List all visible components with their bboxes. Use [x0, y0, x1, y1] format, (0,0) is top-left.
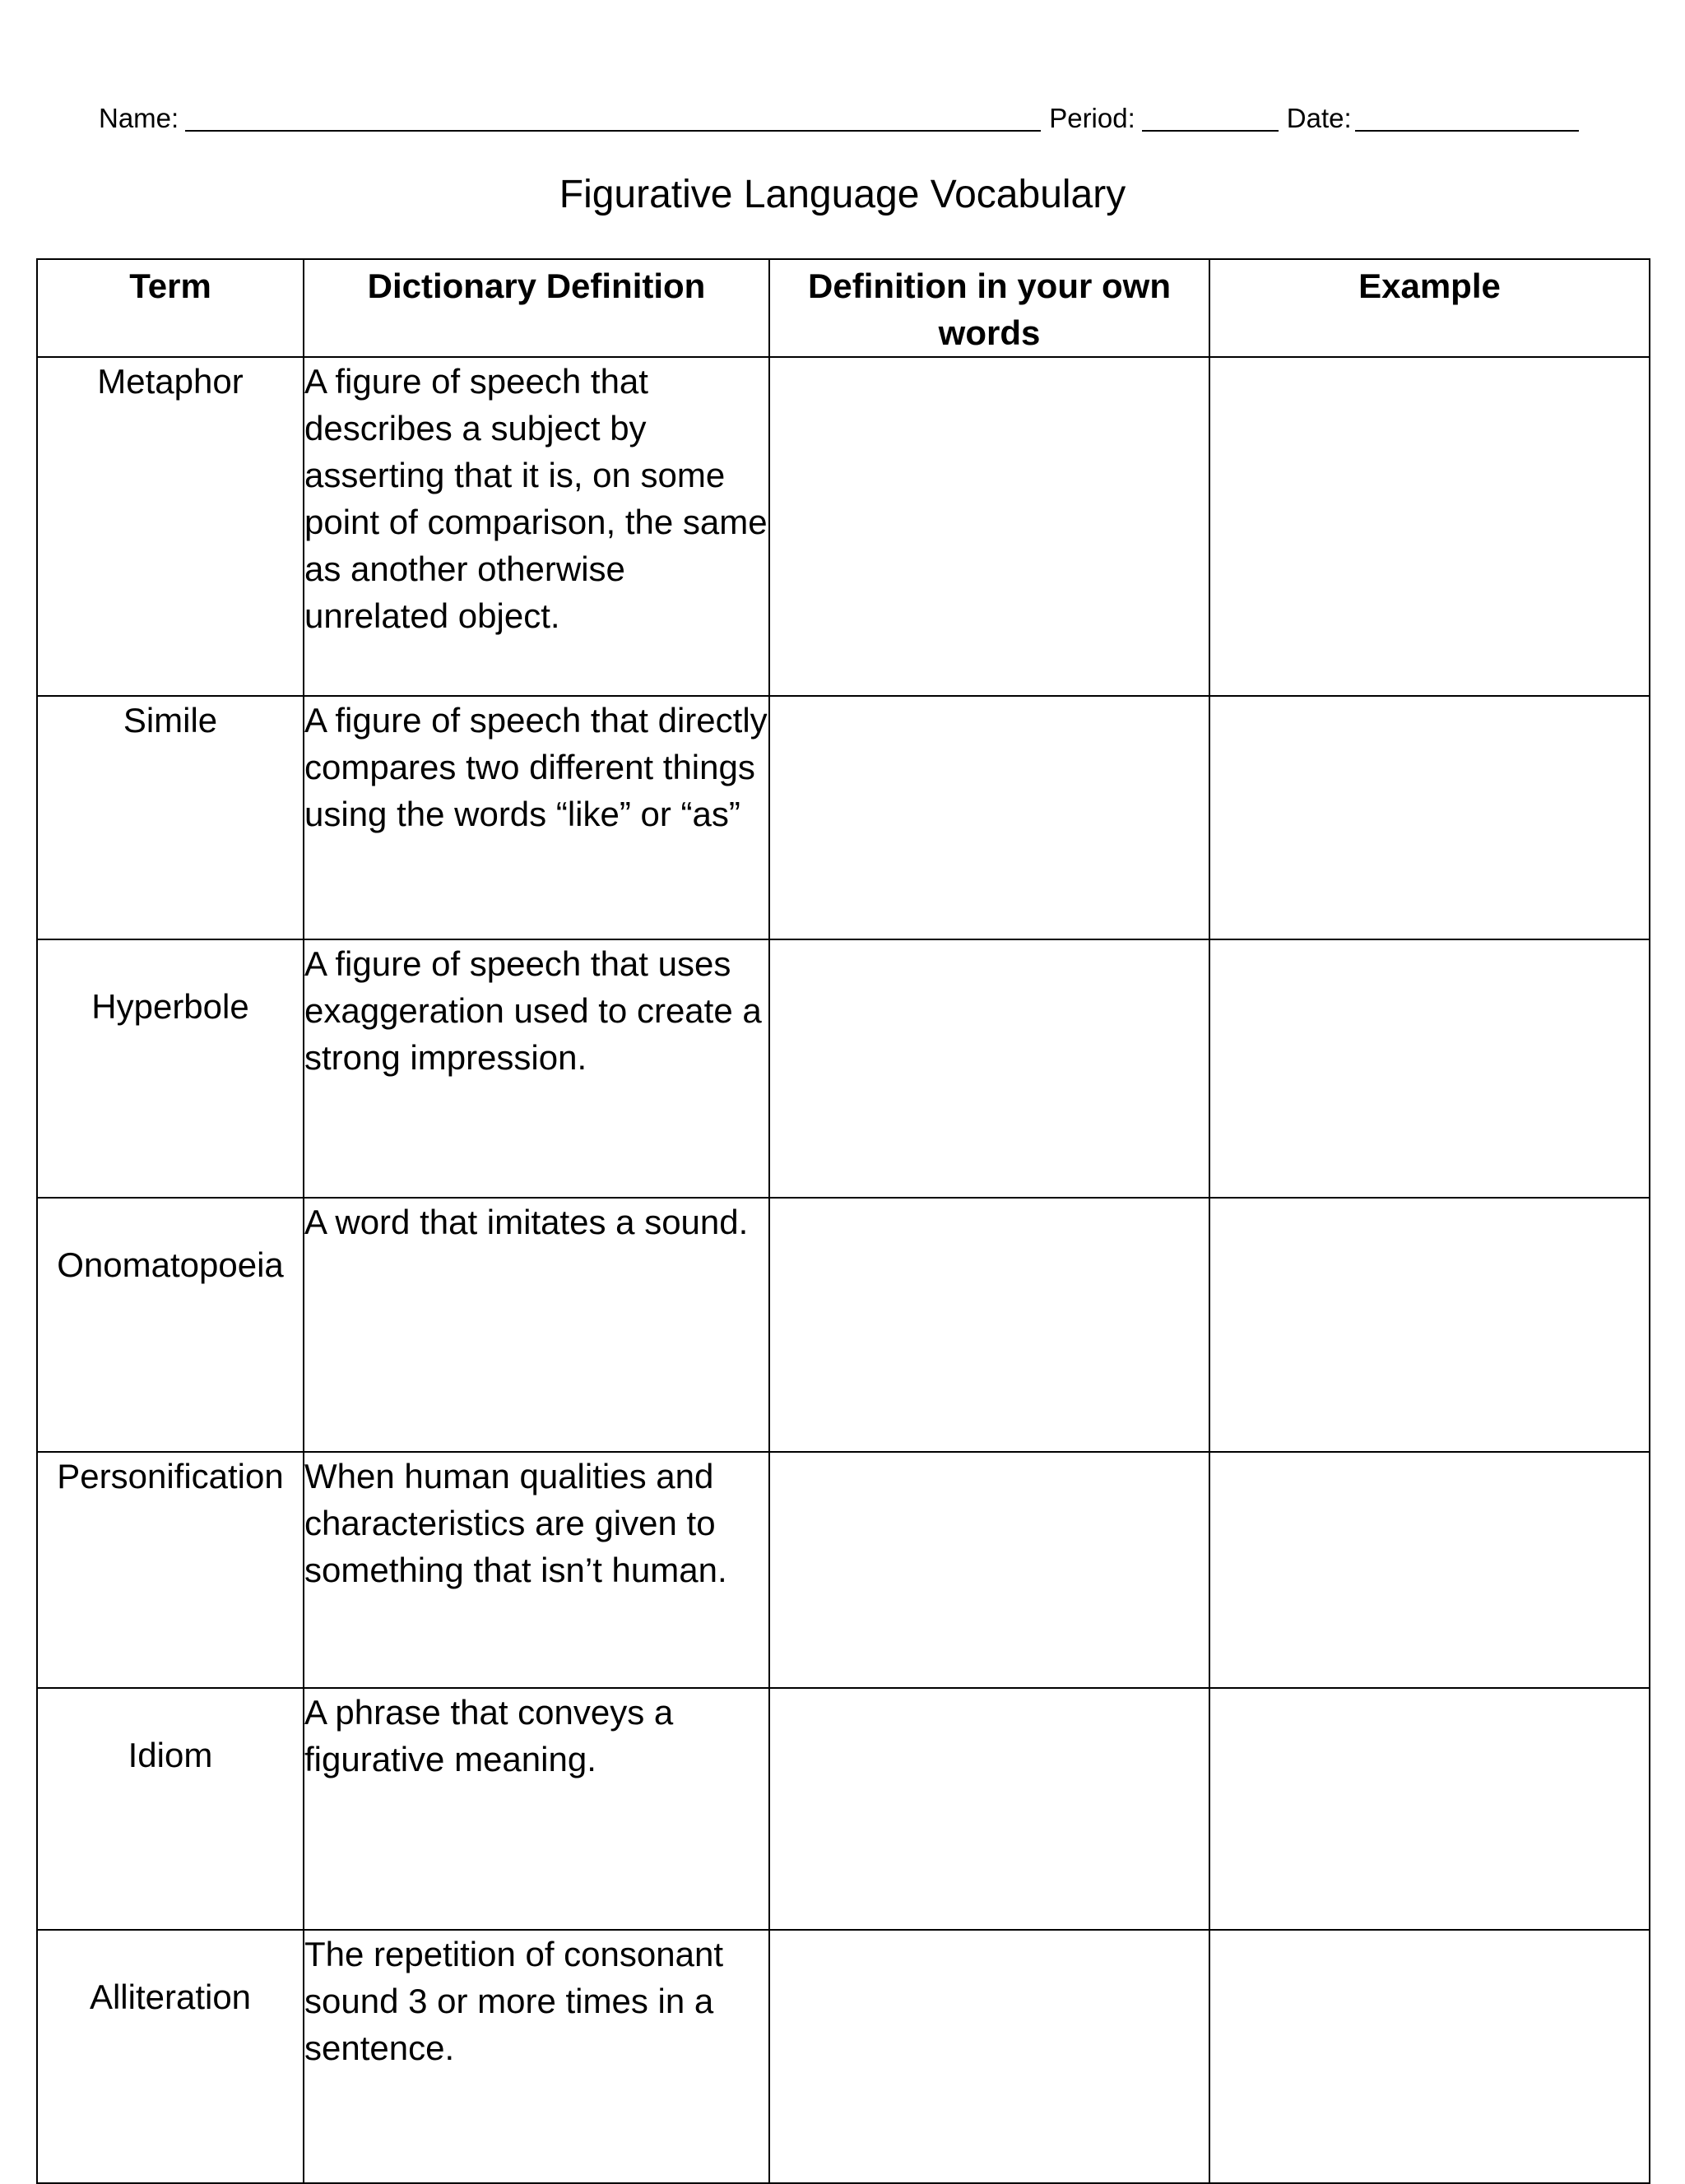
page-title: Figurative Language Vocabulary [559, 173, 1126, 216]
period-label: Period: [1049, 103, 1135, 133]
student-info-line [99, 100, 1588, 137]
own-words-cell[interactable] [769, 1688, 1209, 1930]
own-words-cell[interactable] [769, 1198, 1209, 1452]
own-words-cell[interactable] [769, 1930, 1209, 2183]
date-label: Date: [1286, 103, 1352, 133]
term-cell: Simile [37, 696, 304, 939]
example-cell[interactable] [1209, 696, 1650, 939]
column-header-dictionary-definition: Dictionary Definition [304, 259, 769, 357]
term-cell: Onomatopoeia [37, 1198, 304, 1452]
term-cell: Metaphor [37, 357, 304, 696]
example-cell[interactable] [1209, 1688, 1650, 1930]
column-header-example: Example [1209, 259, 1650, 357]
definition-cell: The repetition of consonant sound 3 or more times in a sentence. [304, 1930, 769, 2183]
definition-cell: A figure of speech that directly compares two different things using the words “like” or “as” [304, 696, 769, 939]
term-cell: Alliteration [37, 1930, 304, 2183]
term-cell: Hyperbole [37, 939, 304, 1198]
example-cell[interactable] [1209, 1930, 1650, 2183]
definition-cell: When human qualities and characteristics are given to something that isn’t human. [304, 1452, 769, 1688]
name-label: Name: [99, 103, 179, 133]
example-cell[interactable] [1209, 357, 1650, 696]
example-cell[interactable] [1209, 1198, 1650, 1452]
table-row [37, 696, 1650, 939]
name-blank[interactable] [185, 102, 1041, 132]
table-row [37, 939, 1650, 1198]
definition-cell: A figure of speech that uses exaggeration used to create a strong impression. [304, 939, 769, 1198]
table-header-row [37, 259, 1650, 357]
date-blank[interactable] [1355, 102, 1579, 132]
example-cell[interactable] [1209, 1452, 1650, 1688]
column-header-term: Term [37, 259, 304, 357]
table-row [37, 1198, 1650, 1452]
table-row [37, 1930, 1650, 2183]
own-words-cell[interactable] [769, 696, 1209, 939]
own-words-cell[interactable] [769, 357, 1209, 696]
table-row [37, 1452, 1650, 1688]
period-blank[interactable] [1142, 102, 1279, 132]
term-cell: Personification [37, 1452, 304, 1688]
vocabulary-table [36, 258, 1650, 2184]
own-words-cell[interactable] [769, 1452, 1209, 1688]
definition-cell: A figure of speech that describes a subject by asserting that it is, on some point of comparison, the same as another otherwise unrelated object. [304, 357, 769, 696]
example-cell[interactable] [1209, 939, 1650, 1198]
term-cell: Idiom [37, 1688, 304, 1930]
own-words-cell[interactable] [769, 939, 1209, 1198]
table-row [37, 1688, 1650, 1930]
table-row [37, 357, 1650, 696]
definition-cell: A word that imitates a sound. [304, 1198, 769, 1452]
definition-cell: A phrase that conveys a figurative meaning. [304, 1688, 769, 1930]
column-header-own-words: Definition in your own words [769, 259, 1209, 357]
